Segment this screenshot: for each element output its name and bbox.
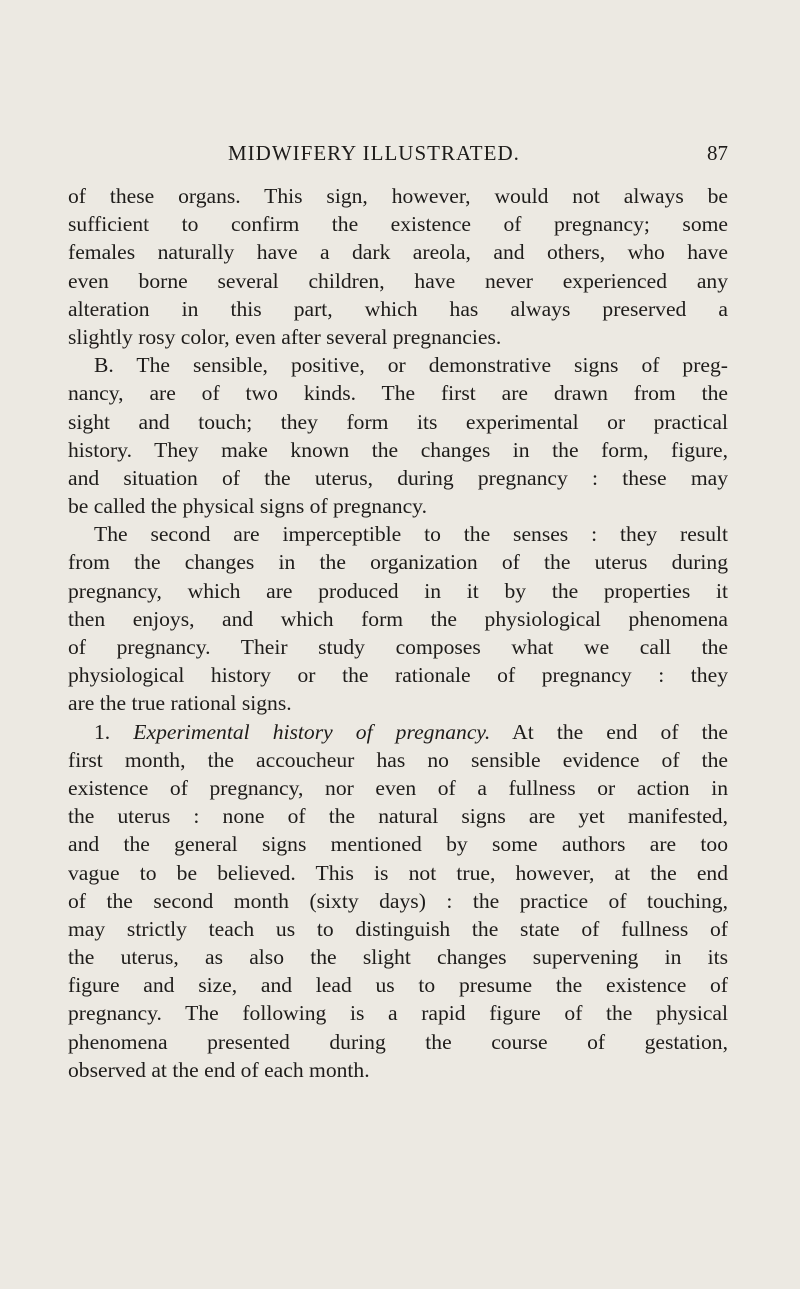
text-line — [68, 548, 728, 576]
text-line — [68, 464, 728, 492]
text-line — [68, 408, 728, 436]
running-title: MIDWIFERY ILLUSTRATED. — [228, 141, 520, 165]
text-line — [68, 971, 728, 999]
body-text — [68, 182, 728, 1084]
text-run: then enjoys, and which form the physiological phenomena — [68, 606, 728, 631]
text-line — [68, 323, 728, 351]
text-line — [68, 577, 728, 605]
text-run: pregnancy. The following is a rapid figure of the physical — [68, 1001, 728, 1026]
text-line — [68, 238, 728, 266]
text-line — [68, 379, 728, 407]
text-line — [68, 520, 728, 548]
text-run: existence of pregnancy, nor even of a fullness or action in — [68, 775, 728, 800]
text-run: sufficient to confirm the existence of pregnancy; some — [68, 212, 728, 237]
text-run: pregnancy, which are produced in it by the properties it — [68, 578, 728, 603]
text-run: history. They make known the changes in the form, figure, — [68, 437, 728, 462]
text-line — [68, 351, 728, 379]
text-line — [68, 267, 728, 295]
text-run: be called the physical signs of pregnancy. — [68, 494, 427, 519]
text-line — [68, 774, 728, 802]
text-line — [68, 859, 728, 887]
text-run: figure and size, and lead us to presume the existence of — [68, 973, 728, 998]
text-run: of pregnancy. Their study composes what we call the — [68, 635, 728, 659]
text-run: vague to be believed. This is not true, however, at the end — [68, 860, 728, 885]
text-line — [68, 718, 728, 746]
text-line — [68, 689, 728, 717]
text-run: sight and touch; they form its experimental or practical — [68, 409, 728, 434]
text-run: slightly rosy color, even after several pregnancies. — [68, 324, 502, 349]
text-line — [68, 1028, 728, 1056]
text-run: even borne several children, have never experienced any — [68, 268, 728, 293]
text-run: The second are imperceptible to the senses : they result — [94, 522, 728, 547]
text-run: and situation of the uterus, during pregnancy : these may — [68, 465, 728, 490]
text-run: of these organs. This sign, however, would not always be — [68, 184, 728, 208]
text-run: and the general signs mentioned by some authors are too — [68, 832, 728, 857]
text-run: first month, the accoucheur has no sensible evidence of the — [68, 747, 728, 772]
text-line — [68, 661, 728, 689]
text-run: observed at the end of each month. — [68, 1057, 370, 1082]
text-run: nancy, are of two kinds. The first are drawn from the — [68, 381, 728, 406]
text-line — [68, 915, 728, 943]
text-line — [68, 802, 728, 830]
text-run: the uterus, as also the slight changes supervening in its — [68, 945, 728, 970]
text-line — [68, 999, 728, 1027]
text-line — [68, 887, 728, 915]
text-run: phenomena presented during the course of gestation, — [68, 1029, 728, 1054]
text-run: of the second month (sixty days) : the practice of touching, — [68, 888, 728, 913]
text-run: B. The sensible, positive, or demonstrative signs of preg- — [94, 353, 728, 378]
text-line — [68, 830, 728, 858]
text-run: physiological history or the rationale of pregnancy : they — [68, 663, 728, 688]
page-header — [68, 141, 728, 171]
text-run: from the changes in the organization of the uterus during — [68, 550, 728, 575]
text-line — [68, 295, 728, 323]
text-line — [68, 182, 728, 210]
text-run: alteration in this part, which has always preserved a — [68, 296, 728, 321]
text-line — [68, 436, 728, 464]
text-run: females naturally have a dark areola, and others, who have — [68, 240, 728, 265]
text-line — [68, 605, 728, 633]
text-line — [68, 1056, 728, 1084]
text-run: the uterus : none of the natural signs are yet manifested, — [68, 804, 728, 829]
text-run: may strictly teach us to distinguish the state of fullness of — [68, 916, 728, 941]
text-run: are the true rational signs. — [68, 691, 292, 716]
text-line — [68, 210, 728, 238]
page-number: 87 — [707, 141, 728, 165]
text-line — [68, 943, 728, 971]
italic-heading: Experimental history of pregnancy. — [133, 719, 491, 744]
text-line — [68, 633, 728, 661]
text-line — [68, 492, 728, 520]
text-line — [68, 746, 728, 774]
text-run: 1. — [94, 719, 134, 744]
text-run: At the end of the — [490, 719, 728, 744]
